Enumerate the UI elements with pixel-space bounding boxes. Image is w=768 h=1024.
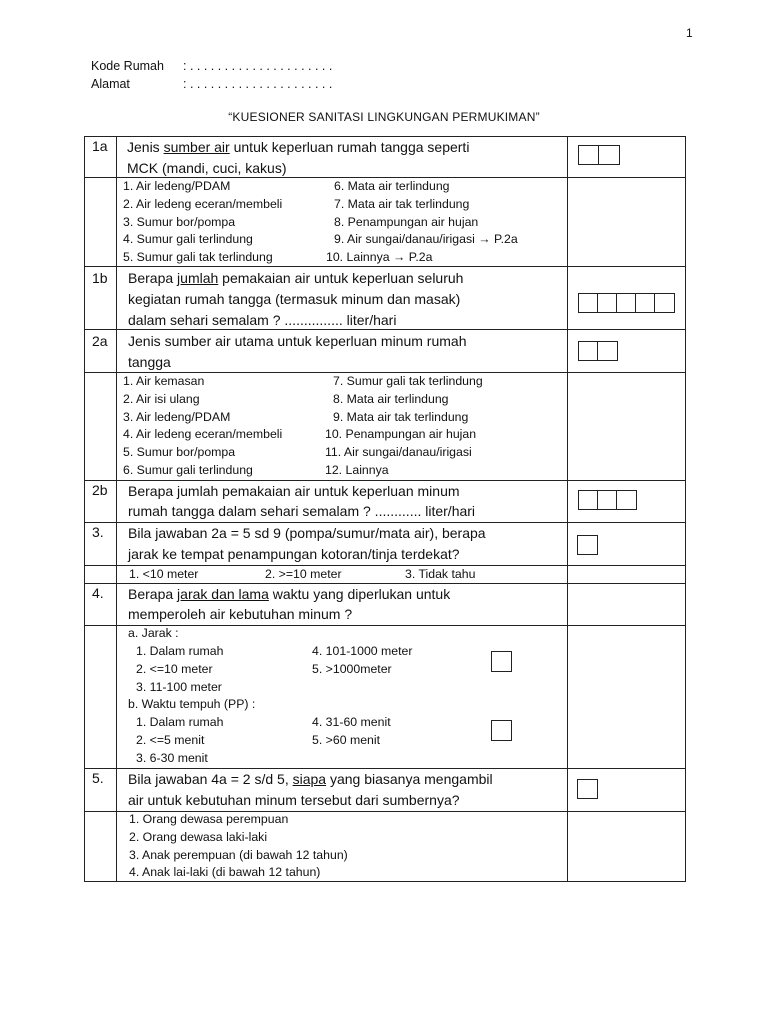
q3-text: Bila jawaban 2a = 5 sd 9 (pompa/sumur/mata air), berapa	[128, 525, 486, 541]
kode-rumah-label: Kode Rumah	[91, 59, 164, 73]
q1a-option[interactable]: 7. Mata air tak terlindung	[334, 196, 470, 211]
q5-text-line2: air untuk kebutuhan minum tersebut dari sumbernya?	[128, 792, 460, 808]
q3-answer-box[interactable]	[577, 535, 598, 555]
q1a-option[interactable]: 2. Air ledeng eceran/membeli	[123, 196, 283, 211]
q1a-option[interactable]: 6. Mata air terlindung	[334, 179, 450, 193]
column-divider	[116, 137, 117, 881]
q2b-answer-box[interactable]	[578, 490, 599, 510]
q2a-option[interactable]: 9. Mata air tak terlindung	[333, 409, 469, 424]
q2a-option[interactable]: 6. Sumur gali terlindung	[123, 462, 253, 477]
q2a-answer-box[interactable]	[597, 341, 618, 361]
q2b-number: 2b	[92, 482, 108, 498]
q1b-answer-box[interactable]	[635, 293, 656, 313]
q1a-number: 1a	[92, 138, 108, 154]
q5-option[interactable]: 3. Anak perempuan (di bawah 12 tahun)	[129, 847, 348, 862]
q1b-answer-box[interactable]	[616, 293, 637, 313]
q1a-answer-box[interactable]	[578, 145, 600, 165]
alamat-label: Alamat	[91, 77, 130, 91]
q2a-option[interactable]: 11. Air sungai/danau/irigasi	[325, 445, 472, 460]
q1a-option[interactable]: 3. Sumur bor/pompa	[123, 214, 236, 229]
alamat-field[interactable]: : . . . . . . . . . . . . . . . . . . . . .	[183, 77, 333, 91]
q1b-text-line3: dalam sehari semalam ? ............... liter/hari	[128, 312, 397, 328]
q1a-option[interactable]: 8. Penampungan air hujan	[334, 214, 479, 229]
column-divider	[567, 137, 568, 881]
q1b-answer-box[interactable]	[654, 293, 675, 313]
q2a-option[interactable]: 5. Sumur bor/pompa	[123, 445, 236, 460]
q4-waktu-option[interactable]: 1. Dalam rumah	[136, 715, 224, 729]
q4-jarak-option[interactable]: 3. 11-100 meter	[136, 679, 222, 694]
q4-waktu-option[interactable]: 2. <=5 menit	[136, 732, 205, 747]
q4-jarak-label: a. Jarak :	[128, 626, 179, 640]
q2a-option[interactable]: 10. Penampungan air hujan	[325, 427, 477, 442]
q4a-answer-box[interactable]	[491, 651, 512, 672]
q4-jarak-option[interactable]: 1. Dalam rumah	[136, 644, 224, 658]
q3-option[interactable]: 1. <10 meter	[129, 567, 199, 581]
q2a-option[interactable]: 3. Air ledeng/PDAM	[123, 409, 231, 424]
q2a-number: 2a	[92, 333, 108, 349]
q2b-answer-box[interactable]	[597, 490, 618, 510]
q1b-answer-box[interactable]	[597, 293, 618, 313]
q3-number: 3.	[92, 524, 104, 540]
q4-waktu-option[interactable]: 4. 31-60 menit	[312, 715, 391, 729]
q1b-answer-box[interactable]	[578, 293, 599, 313]
page-title: “KUESIONER SANITASI LINGKUNGAN PERMUKIMAN”	[228, 110, 540, 124]
q5-option[interactable]: 1. Orang dewasa perempuan	[129, 812, 289, 826]
q1a-option[interactable]: 10. Lainnya → P.2a	[326, 250, 433, 265]
q2a-option[interactable]: 7. Sumur gali tak terlindung	[333, 374, 483, 388]
q1a-text: Jenis sumber air untuk keperluan rumah tangga seperti	[127, 139, 470, 155]
q4-jarak-option[interactable]: 5. >1000meter	[312, 661, 392, 676]
q4b-answer-box[interactable]	[491, 720, 512, 741]
q2a-option[interactable]: 1. Air kemasan	[123, 374, 205, 388]
q5-answer-box[interactable]	[577, 779, 598, 799]
q4-number: 4.	[92, 585, 104, 601]
q1b-text-line2: kegiatan rumah tangga (termasuk minum dan masak)	[128, 291, 461, 307]
q5-option[interactable]: 4. Anak lai-laki (di bawah 12 tahun)	[129, 865, 321, 880]
q2b-answer-box[interactable]	[616, 490, 637, 510]
q5-number: 5.	[92, 770, 104, 786]
q2a-answer-box[interactable]	[578, 341, 599, 361]
q2b-text-line2: rumah tangga dalam sehari semalam ? ............ liter/hari	[128, 503, 476, 519]
q2a-option[interactable]: 4. Air ledeng eceran/membeli	[123, 427, 283, 442]
q2a-text: Jenis sumber air utama untuk keperluan minum rumah	[128, 333, 467, 349]
q4-jarak-option[interactable]: 2. <=10 meter	[136, 661, 213, 676]
q4-waktu-label: b. Waktu tempuh (PP) :	[128, 697, 256, 711]
q1b-text: Berapa jumlah pemakaian air untuk keperluan seluruh	[128, 270, 464, 286]
arrow-right-icon: →	[478, 232, 491, 247]
q4-waktu-option[interactable]: 5. >60 menit	[312, 732, 381, 747]
q1a-option[interactable]: 4. Sumur gali terlindung	[123, 232, 253, 247]
q3-option[interactable]: 2. >=10 meter	[265, 567, 342, 581]
q1a-option[interactable]: 5. Sumur gali tak terlindung	[123, 250, 273, 265]
arrow-right-icon: →	[393, 250, 406, 265]
q3-option[interactable]: 3. Tidak tahu	[405, 567, 476, 581]
q2a-text-line2: tangga	[128, 354, 171, 370]
q2b-text: Berapa jumlah pemakaian air untuk keperluan minum	[128, 483, 460, 499]
q2a-option[interactable]: 2. Air isi ulang	[123, 391, 200, 406]
q4-text: Berapa jarak dan lama waktu yang diperlukan untuk	[128, 586, 451, 602]
q2a-option[interactable]: 12. Lainnya	[325, 462, 389, 477]
q1a-text-line2: MCK (mandi, cuci, kakus)	[127, 160, 287, 176]
q1a-answer-box[interactable]	[598, 145, 620, 165]
q2a-option[interactable]: 8. Mata air terlindung	[333, 391, 449, 406]
page-number: 1	[686, 26, 693, 40]
q1a-option[interactable]: 9. Air sungai/danau/irigasi → P.2a	[334, 232, 518, 247]
q4-jarak-option[interactable]: 4. 101-1000 meter	[312, 644, 413, 658]
q1a-option[interactable]: 1. Air ledeng/PDAM	[123, 179, 231, 193]
q1b-number: 1b	[92, 270, 108, 286]
q3-text-line2: jarak ke tempat penampungan kotoran/tinja terdekat?	[128, 546, 460, 562]
q4-waktu-option[interactable]: 3. 6-30 menit	[136, 750, 208, 765]
q5-option[interactable]: 2. Orang dewasa laki-laki	[129, 829, 268, 844]
q4-text-line2: memperoleh air kebutuhan minum ?	[128, 606, 353, 622]
kode-rumah-field[interactable]: : . . . . . . . . . . . . . . . . . . . . .	[183, 59, 333, 73]
q5-text: Bila jawaban 4a = 2 s/d 5, siapa yang biasanya mengambil	[128, 771, 493, 787]
